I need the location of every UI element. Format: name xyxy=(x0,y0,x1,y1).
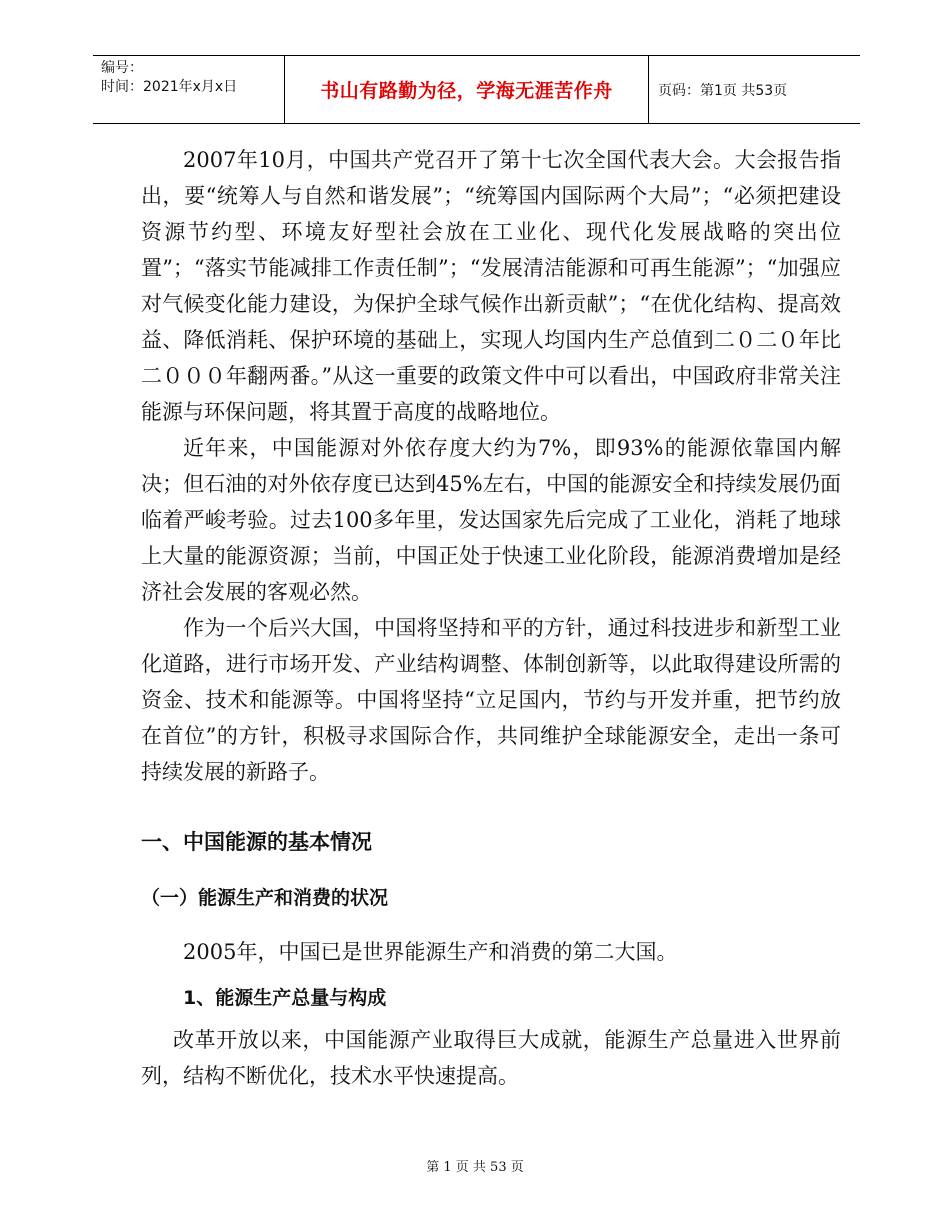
section-heading: 一、中国能源的基本情况 xyxy=(141,830,372,854)
subsubsection-heading: 1、能源生产总量与构成 xyxy=(183,987,387,1009)
document-body xyxy=(141,142,841,1094)
number-label: 编号： xyxy=(101,60,143,76)
paragraph-second-largest: 2005年，中国已是世界能源生产和消费的第二大国。 xyxy=(183,940,678,964)
page-footer: 第 1 页 共 53 页 xyxy=(426,1160,524,1175)
paragraph-congress-report: 2007年10月，中国共产党召开了第十七次全国代表大会。大会报告指出，要“统筹人与自然和谐发展”；“统筹国内国际两个大局”；“必须把建设资源节约型、环境友好型社会放在工业化、现代化发展战略的突出位置”；“落实节能减排工作责任制”；“发展清洁能源和可再生能源”；“加强应对气候变化能力建设，为保护全球气候作出新贡献”；“在优化结构、提高效益、降低消耗、保护环境的基础上，实现人均国内生产总值到二０二０年比二０００年翻两番。”从这一重要的政策文件中可以看出，中国政府非常关注能源与环保问题，将其置于高度的战略地位。 xyxy=(141,148,841,424)
paragraph-reform: 改革开放以来，中国能源产业取得巨大成就，能源生产总量进入世界前列，结构不断优化，技术水平快速提高。 xyxy=(141,1028,841,1088)
document-header xyxy=(93,55,860,124)
header-page-info: 页码：第1页 共53页 xyxy=(658,82,788,99)
time-label: 时间：2021年x月x日 xyxy=(101,79,238,95)
header-motto: 书山有路勤为径，学海无涯苦作舟 xyxy=(285,56,649,123)
paragraph-energy-dependence: 近年来，中国能源对外依存度大约为7%，即93%的能源依靠国内解决；但石油的对外依存度已达到45%左右，中国的能源安全和持续发展仍面临着严峻考验。过去100多年里，发达国家先后完成了工业化，消耗了地球上大量的能源资源；当前，中国正处于快速工业化阶段，能源消费增加是经济社会发展的客观必然。 xyxy=(141,436,841,604)
header-meta xyxy=(93,56,285,123)
subsection-heading: （一）能源生产和消费的状况 xyxy=(141,887,389,909)
paragraph-development-path: 作为一个后兴大国，中国将坚持和平的方针，通过科技进步和新型工业化道路，进行市场开发、产业结构调整、体制创新等，以此取得建设所需的资金、技术和能源等。中国将坚持“立足国内，节约与开发并重，把节约放在首位”的方针，积极寻求国际合作，共同维护全球能源安全，走出一条可持续发展的新路子。 xyxy=(141,616,841,784)
